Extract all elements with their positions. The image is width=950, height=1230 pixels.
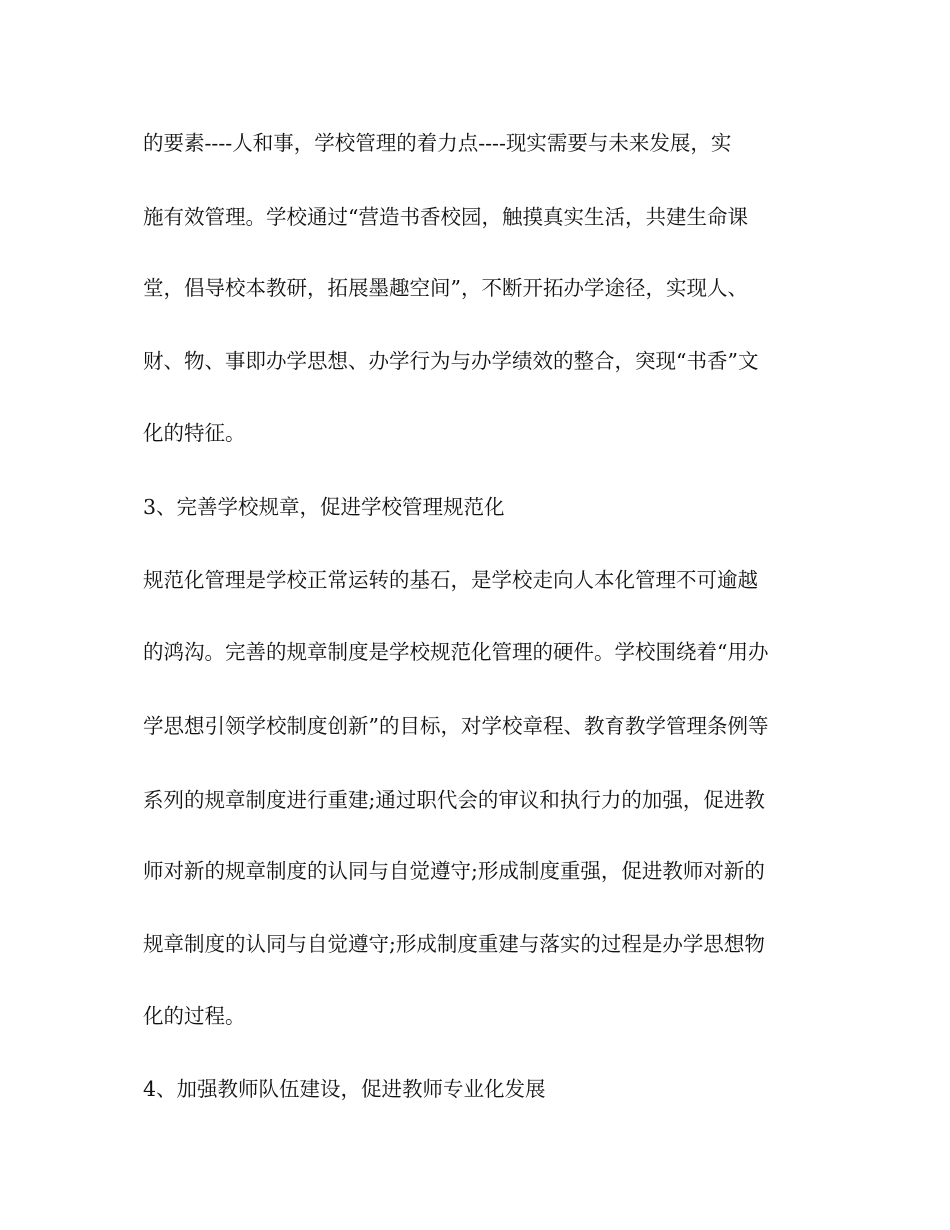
section-heading: 4、加强教师队伍建设，促进教师专业化发展 [143,1077,546,1101]
paragraph-line: 学思想引领学校制度创新”的目标，对学校章程、教育教学管理条例等 [143,714,769,738]
paragraph-line: 规章制度的认同与自觉遵守;形成制度重建与落实的过程是办学思想物 [143,932,765,956]
paragraph-line: 规范化管理是学校正常运转的基石，是学校走向人本化管理不可逾越 [143,568,758,592]
section-heading: 3、完善学校规章，促进学校管理规范化 [143,495,505,519]
paragraph-line: 系列的规章制度进行重建;通过职代会的审议和执行力的加强，促进教 [143,788,765,812]
paragraph-line: 的鸿沟。完善的规章制度是学校规范化管理的硬件。学校围绕着“用办 [143,640,769,664]
paragraph-line: 施有效管理。学校通过“营造书香校园，触摸真实生活，共建生命课 [143,205,748,229]
paragraph-line: 堂，倡导校本教研，拓展墨趣空间”，不断开拓办学途径，实现人、 [143,276,748,300]
paragraph-line: 的要素----人和事，学校管理的着力点----现实需要与未来发展，实 [143,131,732,155]
paragraph-line: 财、物、事即办学思想、办学行为与办学绩效的整合，突现“书香”文 [143,349,759,373]
paragraph-line: 化的特征。 [143,421,246,445]
paragraph-line: 师对新的规章制度的认同与自觉遵守;形成制度重强，促进教师对新的 [143,859,765,883]
paragraph-line: 化的过程。 [143,1004,246,1028]
